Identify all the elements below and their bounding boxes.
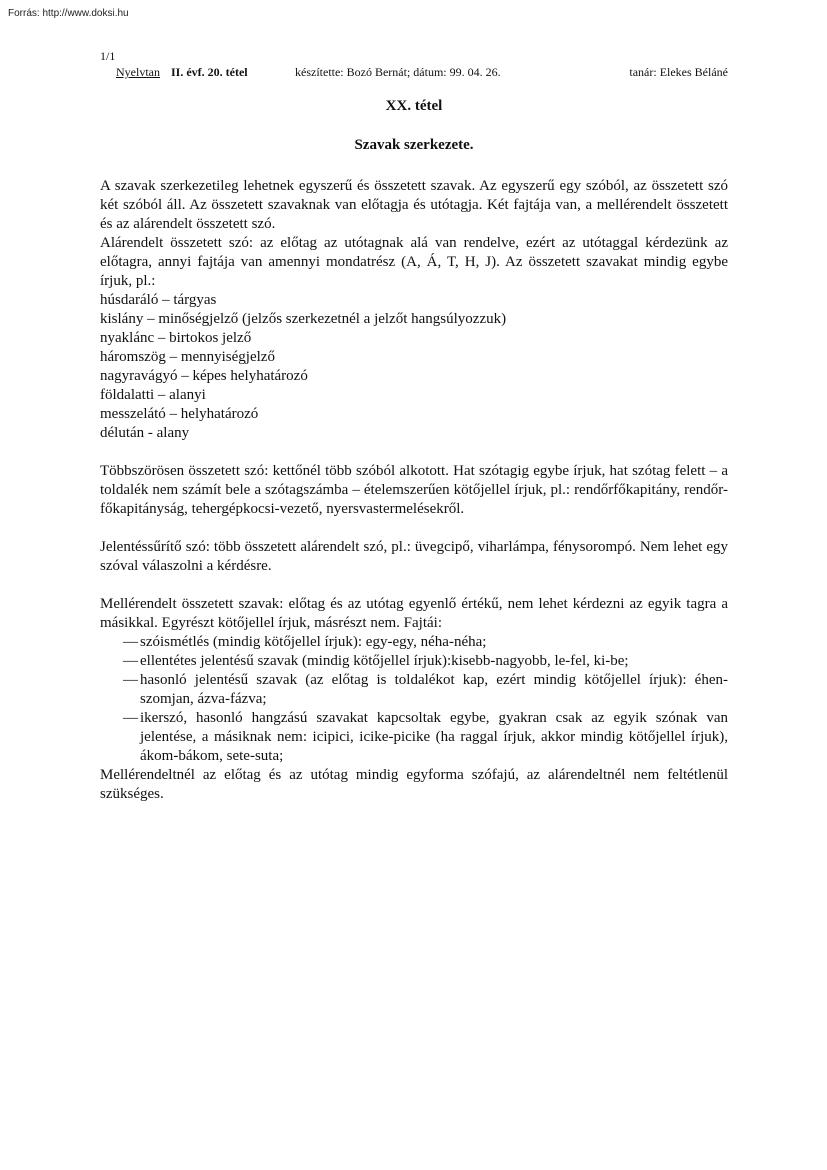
type-item (100, 633, 728, 652)
example-list (100, 291, 728, 443)
example-item: nagyravágyó – képes helyhatározó (100, 368, 308, 384)
header-teacher: tanár: Elekes Béláné (629, 65, 728, 79)
document-title: XX. tétel (385, 98, 443, 114)
example-item: délután - alany (100, 425, 190, 441)
dash-bullet: — (123, 672, 138, 688)
example-item: földalatti – alanyi (100, 387, 206, 403)
paragraph-tobbszoros: Többszörösen összetett szó: kettőnél több szóból alkotott. Hat szótagig egybe írjuk, hat szótag felett – a toldalék nem számít bele a szótagszámba – ételemszerűen kötőjellel írjuk, pl.: rendőrfőkapitány, rendőr-főkapitányság, tehergépkocsi-vezető, nyersvastermelésekről. (100, 463, 728, 517)
example-item: kislány – minőségjelző (jelzős szerkezetnél a jelzőt hangsúlyozzuk) (100, 311, 507, 327)
document-subtitle: Szavak szerkezete. (354, 137, 474, 153)
example-item: húsdaráló – tárgyas (100, 292, 217, 308)
type-text: szóismétlés (mindig kötőjellel írjuk): egy-egy, néha-néha; (140, 634, 487, 650)
document-header (116, 65, 728, 81)
type-item (100, 671, 728, 709)
paragraph-alarendelt: Alárendelt összetett szó: az előtag az utótagnak alá van rendelve, ezért az utótaggal kérdezünk az előtagra, annyi fajtája van amennyi mondatrész (A, Á, T, H, J). Az összetett szavakat mindig egybe írjuk, pl.: (100, 235, 728, 289)
header-subject: Nyelvtan (116, 65, 160, 79)
example-item: háromszög – mennyiségjelző (100, 349, 275, 365)
source-url: Forrás: http://www.doksi.hu (8, 8, 129, 19)
page-number: 1/1 (100, 49, 116, 63)
dash-bullet: — (123, 710, 138, 726)
header-tetel: II. évf. 20. tétel (171, 65, 248, 79)
dash-bullet: — (123, 634, 138, 650)
example-item: messzelátó – helyhatározó (100, 406, 259, 422)
paragraph-jelentessurito: Jelentéssűrítő szó: több összetett alárendelt szó, pl.: üvegcipő, viharlámpa, fénysorompó. Nem lehet egy szóval válaszolni a kérdésre. (100, 539, 728, 574)
type-item (100, 709, 728, 766)
dash-bullet: — (123, 653, 138, 669)
paragraph-closing: Mellérendeltnél az előtag és az utótag mindig egyforma szófajú, az alárendeltnél nem feltétlenül szükséges. (100, 767, 728, 802)
header-author: készítette: Bozó Bernát; dátum: 99. 04. 26. (295, 65, 501, 79)
type-item (100, 652, 728, 671)
type-text: ellentétes jelentésű szavak (mindig kötőjellel írjuk):kisebb-nagyobb, le-fel, ki-be; (140, 653, 629, 669)
type-text: ikerszó, hasonló hangzású szavakat kapcsoltak egybe, gyakran csak az egyik szónak van jelentése, a másiknak nem: icipici, icike-picike (ha raggal írjuk, akkor mindig kötőjellel írjuk), ákom-bákom, sete-suta; (140, 710, 728, 764)
paragraph-mellerendelt: Mellérendelt összetett szavak: előtag és az utótag egyenlő értékű, nem lehet kérdezni az egyik tagra a másikkal. Egyrészt kötőjellel írjuk, másrészt nem. Fajtái: (100, 596, 728, 631)
example-item: nyaklánc – birtokos jelző (100, 330, 252, 346)
document-body (100, 177, 728, 804)
paragraph-intro: A szavak szerkezetileg lehetnek egyszerű és összetett szavak. Az egyszerű egy szóból, az összetett szó két szóból áll. Az összetett szavaknak van előtagja és utótagja. Két fajtája van, a mellérendelt összetett és az alárendelt összetett szó. (100, 178, 728, 232)
type-text: hasonló jelentésű szavak (az előtag is toldalékot kap, ezért mindig kötőjellel írjuk): éhen-szomjan, ázva-fázva; (140, 672, 728, 707)
types-list (100, 633, 728, 766)
